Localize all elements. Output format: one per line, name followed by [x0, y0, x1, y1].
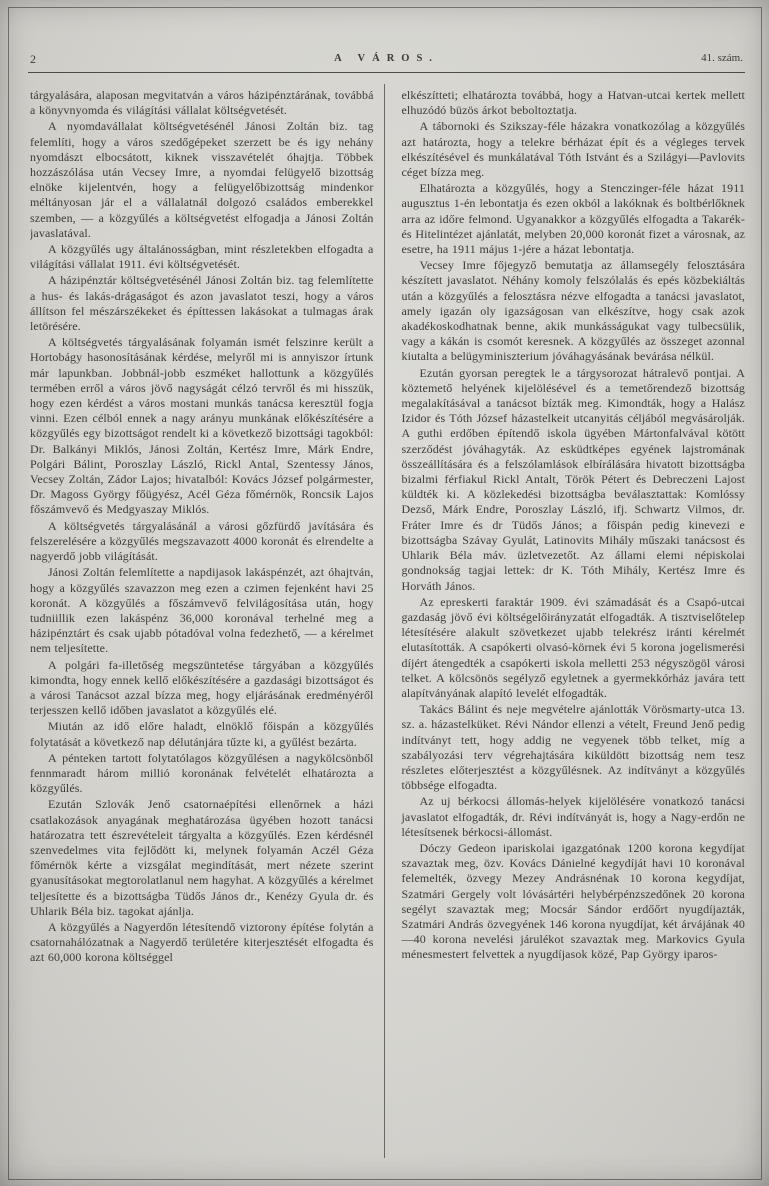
- paragraph: A közgyűlés a Nagyerdőn létesítendő viztorony építése folytán a csatornahálózatnak a Nagyerdő területére kiterjesztését elfogadta és azt 60,000 korona költséggel: [30, 919, 374, 965]
- paragraph: Elhatározta a közgyűlés, hogy a Stenczinger-féle házat 1911 augusztus 1-én lebontatja és ezen okból a lakóknak és boltbérlőknek arra az időre felmond. Ugyanakkor a közgyűlés elfogadta a Takarék- és Hitelintézet ajánlatát, melyben 20,000 koronát fizet a városnak, az esetre, ha 1911 május 1-jére a házat lebontatja.: [401, 181, 745, 257]
- paragraph: A tábornoki és Szikszay-féle házakra vonatkozólag a közgyűlés azt határozta, hogy a telekre bérházat épít és a végleges tervek elkészítésével és munkálatával Tóth Istvánt és a Szilágyi—Pavlovits céget bízza meg.: [401, 119, 745, 180]
- paragraph: Az uj bérkocsi állomás-helyek kijelölésére vonatkozó tanácsi javaslatot elfogadták, dr. Révi indítványát is, hogy a Nagy-erdőn ne létesítsenek bérkocsi-állomást.: [401, 794, 745, 839]
- paragraph: A közgyűlés ugy általánosságban, mint részletekben elfogadta a világítási vállalat 1911. évi költségvetését.: [30, 242, 374, 272]
- left-column: [30, 88, 388, 1166]
- paragraph: A nyomdavállalat költségvetésénél Jánosi Zoltán biz. tag felemlíti, hogy a város szedőgépeket szerzett be és igy nehány nyomdászt elbocsátott, kiknek visszavételét óhajtja. Többek hozzászólása után Vecsey Imre, a nyomdai felügyelő bizottság elnöke kijelentvén, hogy a felügyelőbizottság mindenkor méltányosan jár el a vállalatnál dolgozó családos emberekkel szemben, — a közgyűlés a költségvetést elfogadja a Jánosi Zoltán javaslatával.: [30, 119, 374, 240]
- paragraph: Ezután Szlovák Jenő csatornaépítési ellenőrnek a házi csatlakozások anyagának meghatározása ügyében hozott tanácsi határozatra tett észrevételeit tárgyalta a közgyűlés. Ezen kérdésnél szenvedelmes vita fejlődött ki, melynek folyamán Aczél Géza főmérnök kérte a vizsgálat megindítását, mert nézete szerint gyanusításokat megtorolatlanul nem hagyhat. A közgyűlés a kérelmet teljesítette és a bizottságba Tüdős János dr., Kenézy Gyula dr. és Uhlarik Béla biz. tagokat ajánlja.: [30, 797, 374, 918]
- paragraph: Az epreskerti faraktár 1909. évi számadását és a Csapó-utcai gazdaság jövő évi költségelőirányzatát elfogadták. A tisztviselőtelep létesítésére alakult szövetkezet ujabb telekrész iránti kérelmét elutasították. A csapókerti olvasó-körnek évi 5 korona jogelismerési díjért átengedték a csapókerti iskola melletti 253 négyszögöl városi telket. A kölcsönös segélyző egyletnek a gyermekkórház javára tett alapítványának alapító levelét elfogadták.: [401, 594, 745, 700]
- article-body: [30, 88, 745, 1166]
- paragraph: Takács Bálint és neje megvételre ajánlották Vörösmarty-utca 13. sz. a. házastelküket. Révi Nándor ellenzi a vételt, Freund Jenő pedig indítványt tett, hogy addig ne vegyenek több telket, míg a szabályozási terv végrehajtására kiküldött bizottság nem tesz részletes előterjesztést a közgyűlésnek. Az indítványt a közgyűlés többsége elfogadta.: [401, 702, 745, 793]
- paragraph: A költségvetés tárgyalásánál a városi gőzfürdő javítására és felszerelésére a közgyűlés megszavazott 4000 koronát és elrendelte a nagyerdő jobb világítását.: [30, 518, 374, 564]
- paragraph: A pénteken tartott folytatólagos közgyűlésen a nagykölcsönből fennmaradt három millió koronának felvételét elhatározta a közgyűlés.: [30, 750, 374, 796]
- paragraph: tárgyalására, alaposan megvitatván a város házipénztárának, továbbá a könyvnyomda és világítási vállalat költségvetését.: [30, 88, 374, 118]
- paragraph: Miután az idő előre haladt, elnöklő főispán a közgyűlés folytatását a következő nap délutánjára tűzte ki, a gyűlést bezárta.: [30, 719, 374, 749]
- paragraph: A költségvetés tárgyalásának folyamán ismét felszinre került a Hortobágy hasonosításának kérdése, melyről mi is annyiszor írtunk már lapunkban. Jobbnál-jobb eszméket hallottunk a közgyűlés termében erről a város jövő nagyságát célzó tervről és mi hisszük, hogy ezen kérdést a város mostani munkás tanácsa keresztül fogja vinni. Ezen célból ennek a nagy arányu munkának előkészítésére a közgyűlés egy bizottságot rendelt ki a következő bizottsági tagokból: Dr. Balkányi Miklós, Jánosi Zoltán, Kertész Imre, Márk Endre, Polgári Bálint, Poroszlay László, Rickl Antal, Szentessy János, Vecsey Zoltán, Zádor Lajos; hivatalból: Kovács József polgármester, Dr. Magoss György főügyész, Acél Géza főmérnök, Roncsik Lajos főszámvevő és Medgyaszay Miklós.: [30, 335, 374, 517]
- paragraph: A házipénztár költségvetésénél Jánosi Zoltán biz. tag felemlítette a hus- és lakás-drágaságot és azon javaslatot teszi, hogy a város állítson fel mészárszékeket és építtessen lakásokat a tulmagas árak letörésére.: [30, 273, 374, 334]
- paragraph: A polgári fa-illetőség megszüntetése tárgyában a közgyűlés kimondta, hogy ennek kellő előkészítésére a gazdasági bizottságot és a városi Tanácsot azzal bízza meg, hogy eljárásának eredményéről terjesszen kellő időben javaslatot a közgyűlés elé.: [30, 657, 374, 718]
- right-column: [388, 88, 746, 1166]
- masthead: [30, 52, 743, 70]
- paragraph: elkészítteti; elhatározta továbbá, hogy a Hatvan-utcai kertek mellett elhuzódó büzös árkot beboltoztatja.: [401, 88, 745, 118]
- paragraph: Jánosi Zoltán felemlítette a napdijasok lakáspénzét, azt óhajtván, hogy a közgyűlés szavazzon meg ezen a czimen fejenként havi 25 koronát. A közgyűlés a főszámvevő felvilágosítása után, hogy tudniillik ezen lakáspénz 36,000 koronával terhelné meg a házipénztárt és csak ujabb pótadóval volna fedezhető, — a kérelmet nem teljesítette.: [30, 565, 374, 656]
- journal-title: A VÁROS.: [334, 53, 439, 64]
- paragraph: Vecsey Imre főjegyző bemutatja az államsegély felosztására készített javaslatot. Néhány komoly felszólalás és epés közbekiáltás után a közgyűlés a felosztásra nézve elfogadta a tanácsi javaslatot, amely igazán oly igazságosan van elkészítve, hogy csak azok akadékoskodhatnak benne, akik munkásságukat vagy tulbecsülik, vagy a kákán is csomót keresnek. A közgyűlés az összeget azonnal kiutalta a belügyminiszterium jóváhagyásának bevárása nélkül.: [401, 258, 745, 364]
- paragraph: Ezután gyorsan peregtek le a tárgysorozat hátralevő pontjai. A köztemető helyének kijelölésével és a temetőrendező bizottság megalakításával a tanácsot bízták meg. Kimondták, hogy a Halász Izidor és Tóth József házastelkeit utcanyitás céljából megvásárolják. A guthi erdőben építendő iskola ügyében Mártonfalvával kötött szerződést jóváhagyták. Az esküdtképes egyének lajstromának összeállítására és a felszólamlások elbírálására hivatott bizottságba bizalmi férfiakul Rickl Antalt, Török Pétert és Debreczeni Lajost küldték ki. A közlekedési bizottságba beválasztattak: Komlóssy Dezső, Márk Endre, Poroszlay László, ifj. Schwartz Vilmos, dr. Fráter Imre és dr Tüdős János; a főispán pedig kinevezi e bizottságba Szávay Gyulát, Latinovits Mihály műszaki tanácsost és Uhlarik Béla máv. üzletvezetőt. Az állami elemi népiskolai gondnokság tagjai lettek: dr K. Tóth Mihály, Kertész Imre és Horváth János.: [401, 365, 745, 593]
- masthead-rule: [28, 72, 745, 73]
- page-number: 2: [30, 52, 36, 66]
- issue-number: 41. szám.: [701, 52, 743, 64]
- paragraph: Dóczy Gedeon ipariskolai igazgatónak 1200 korona kegydíjat szavaztak meg, özv. Kovács Dánielné kegydíját havi 10 koronával felemelték, özvegy Mezey Andrásnénak 10 korona kegydíjat, Szatmári Gergely volt lóvásártéri helybérpénzszedőnek 20 korona segélyt szavaztak meg; Mocsár Sándor erdőőrt nyugdíjazták, Szatmári András özvegyének 146 korona nyugdíjat, két árvájának 40—40 korona nevelési járulékot szavaztak meg. Markovics Gyula ménesmestert felvettek a nyugdíjasok közé, Pap György iparos-: [401, 840, 745, 962]
